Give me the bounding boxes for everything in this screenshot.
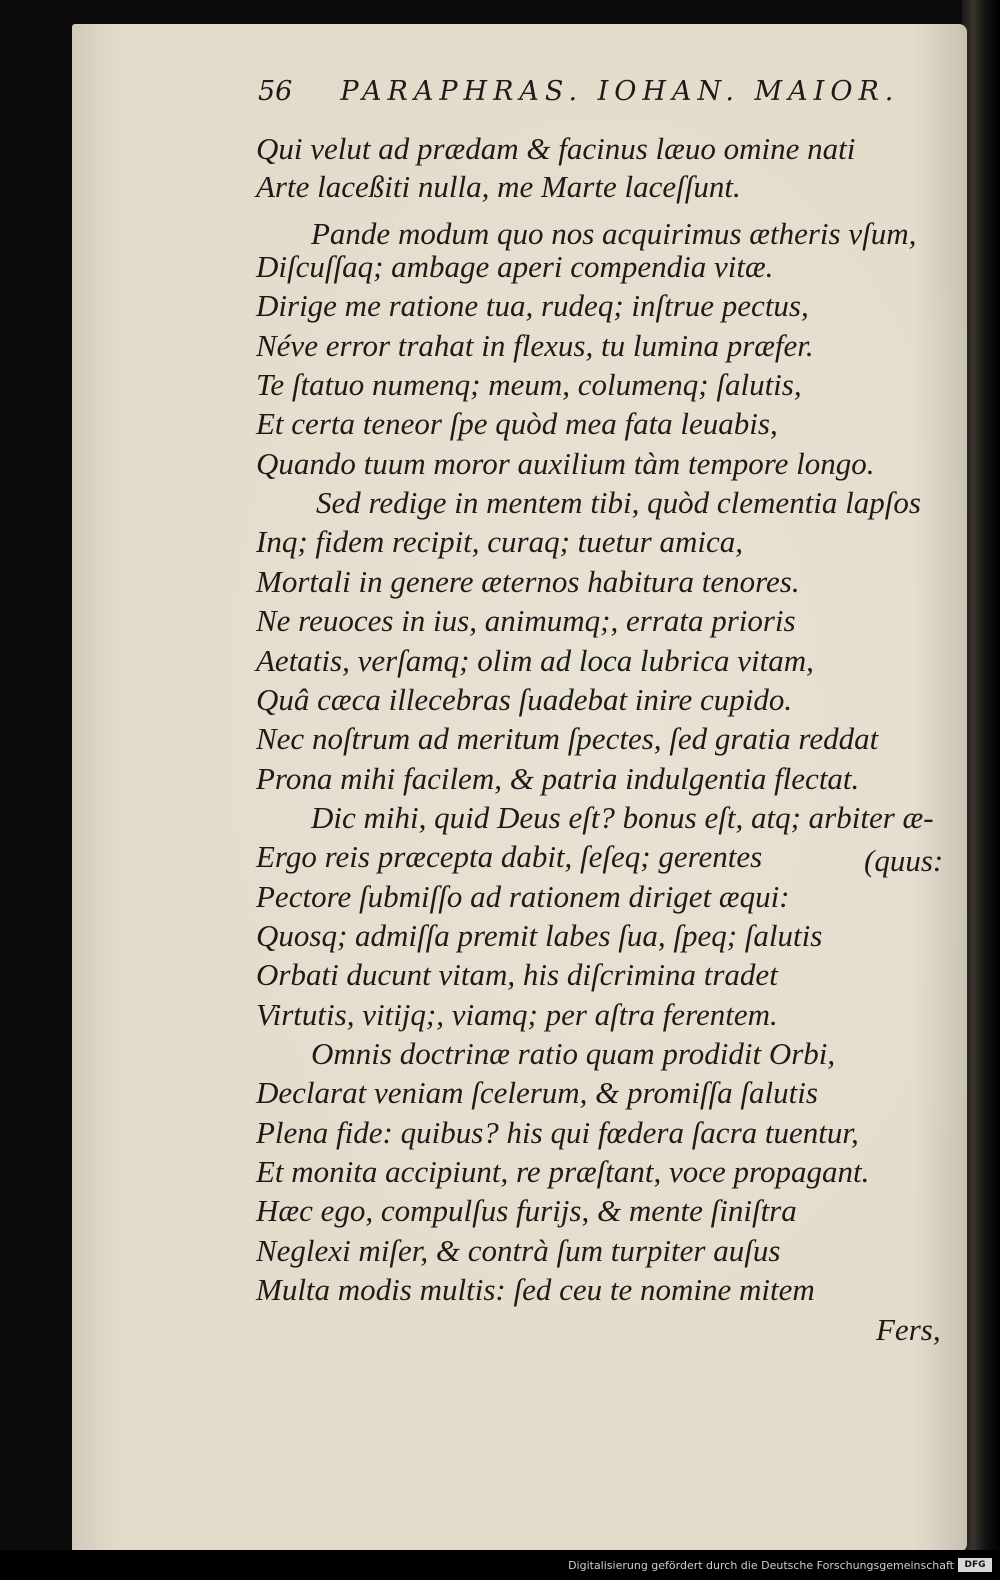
running-title: PARAPHRAS. IOHAN. MAIOR.	[340, 76, 900, 107]
verse-line: Declarat veniam ſcelerum, & promiſſa ſalutis	[256, 1075, 818, 1110]
verse-line: Dirige me ratione tua, rudeq; inſtrue pectus,	[256, 288, 809, 323]
verse-line: Pande modum quo nos acquirimus ætheris vſum,	[311, 216, 917, 251]
verse-line: Pectore ſubmiſſo ad rationem diriget æqui:	[256, 879, 790, 914]
verse-line: (quus:	[864, 843, 944, 878]
verse-line: Orbati ducunt vitam, his diſcrimina tradet	[256, 957, 778, 992]
verse-line: Qui velut ad prædam & facinus læuo omine nati	[256, 131, 856, 166]
verse-line: Prona mihi facilem, & patria indulgentia flectat.	[256, 761, 860, 796]
verse-line: Virtutis, vitijq;, viamq; per aſtra ferentem.	[256, 997, 778, 1032]
verse-line: Dic mihi, quid Deus eſt? bonus eſt, atq; arbiter æ-	[311, 800, 934, 835]
verse-line: Te ſtatuo numenq; meum, columenq; ſalutis,	[256, 367, 802, 402]
funding-credit: Digitalisierung gefördert durch die Deutsche Forschungsgemeinschaft	[568, 1559, 954, 1572]
digitization-footer	[0, 1550, 1000, 1580]
verse-line: Et monita accipiunt, re præſtant, voce propagant.	[256, 1154, 870, 1189]
verse-line: Omnis doctrinæ ratio quam prodidit Orbi,	[311, 1036, 836, 1071]
verse-line: Arte laceßiti nulla, me Marte laceſſunt.	[256, 169, 741, 204]
verse-line: Ergo reis præcepta dabit, ſeſeq; gerentes	[256, 839, 763, 874]
verse-line: Hæc ego, compulſus furijs, & mente ſiniſtra	[256, 1193, 797, 1228]
verse-line: Diſcuſſaq; ambage aperi compendia vitæ.	[256, 249, 774, 284]
verse-line: Plena fide: quibus? his qui fœdera ſacra tuentur,	[256, 1115, 859, 1150]
verse-line: Aetatis, verſamq; olim ad loca lubrica vitam,	[256, 643, 814, 678]
dfg-logo: DFG	[958, 1558, 992, 1572]
verse-line: Quâ cæca illecebras ſuadebat inire cupido.	[256, 682, 793, 717]
verse-line: Ne reuoces in ius, animumq;, errata prioris	[256, 603, 796, 638]
verse-line: Sed redige in mentem tibi, quòd clementia lapſos	[316, 485, 921, 520]
verse-line: Inq; fidem recipit, curaq; tuetur amica,	[256, 524, 743, 559]
verse-line: Multa modis multis: ſed ceu te nomine mitem	[256, 1272, 815, 1307]
verse-line: Et certa teneor ſpe quòd mea fata leuabis,	[256, 406, 778, 441]
page-number: 56	[258, 76, 293, 107]
verse-line: Neglexi miſer, & contrà ſum turpiter auſus	[256, 1233, 781, 1268]
verse-line: Mortali in genere æternos habitura tenores.	[256, 564, 800, 599]
catchword: Fers,	[876, 1312, 941, 1347]
verse-line: Nec noſtrum ad meritum ſpectes, ſed gratia reddat	[256, 721, 879, 756]
verse-line: Quosq; admiſſa premit labes ſua, ſpeq; ſalutis	[256, 918, 823, 953]
verse-line: Quando tuum moror auxilium tàm tempore longo.	[256, 446, 875, 481]
verse-line: Néve error trahat in flexus, tu lumina præfer.	[256, 328, 814, 363]
